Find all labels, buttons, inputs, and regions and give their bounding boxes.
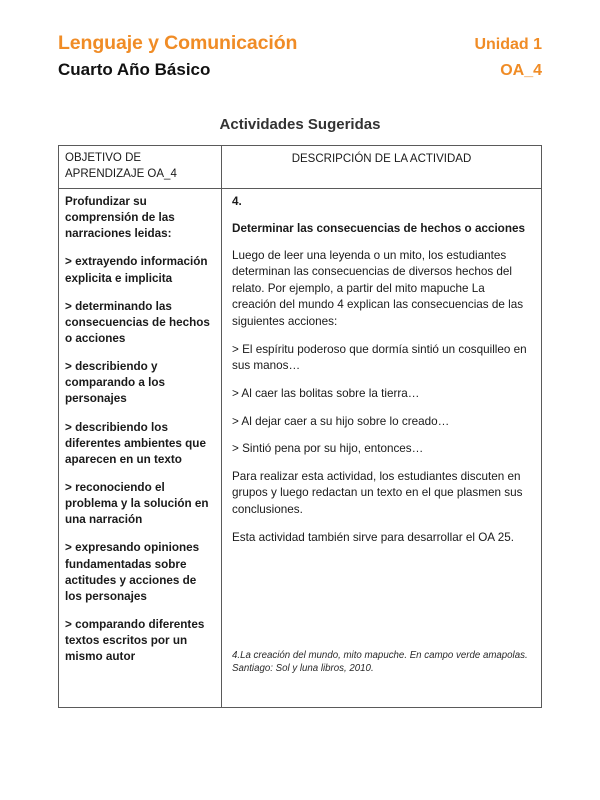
header-row-primary xyxy=(58,32,542,58)
unit-label: Unidad 1 xyxy=(474,36,542,53)
page-title: Actividades Sugeridas xyxy=(219,116,381,133)
activity-intro-paragraph: Luego de leer una leyenda o un mito, los estudiantes determinan las consecuencias de diversos hechos del relato. Por ejemplo, a partir del mito mapuche La creación del mundo 4 explican las consecuencias de las siguientes acciones: xyxy=(232,248,524,329)
column-header-objective-label: OBJETIVO DE APRENDIZAJE OA_4 xyxy=(65,152,177,180)
activity-bullet: > Al caer las bolitas sobre la tierra… xyxy=(232,386,420,400)
objective-item: > determinando las consecuencias de hechos o acciones xyxy=(65,299,210,346)
activity-closing-paragraph: Esta actividad también sirve para desarrollar el OA 25. xyxy=(232,530,514,544)
activity-spacer xyxy=(232,557,531,649)
objective-cell xyxy=(59,189,222,707)
objective-item: > extrayendo información explicita e implicita xyxy=(65,255,208,285)
activity-number: 4. xyxy=(232,195,242,209)
objective-item: > describiendo los diferentes ambientes que aparecen en un texto xyxy=(65,420,206,466)
activity-footnote: 4.La creación del mundo, mito mapuche. En campo verde amapolas. Santiago: Sol y luna libros, 2010. xyxy=(232,649,528,674)
subject-title: Lenguaje y Comunicación xyxy=(58,32,298,54)
grade-title: Cuarto Año Básico xyxy=(58,60,211,79)
activity-bullet: > El espíritu poderoso que dormía sintió un cosquilleo en sus manos… xyxy=(232,342,527,373)
objective-item: > expresando opiniones fundamentadas sobre actitudes y acciones de los personajes xyxy=(65,541,200,603)
objective-item: > describiendo y comparando a los personajes xyxy=(65,360,166,406)
activity-bullet: > Al dejar caer a su hijo sobre lo creado… xyxy=(232,414,450,428)
objective-intro: Profundizar su comprensión de las narraciones leidas: xyxy=(65,195,175,241)
table-header-row xyxy=(59,146,541,189)
table-body-row xyxy=(59,189,541,707)
table-header-cell-description xyxy=(222,146,541,188)
activity-closing-paragraph: Para realizar esta actividad, los estudiantes discuten en grupos y luego redactan un texto en el que plasmen sus conclusiones. xyxy=(232,469,523,516)
objective-item: > reconociendo el problema y la solución en una narración xyxy=(65,481,209,527)
activity-cell xyxy=(222,189,541,707)
column-header-description-label: DESCRIPCIÓN DE LA ACTIVIDAD xyxy=(291,153,472,165)
header-row-secondary xyxy=(58,60,542,84)
activity-bullet: > Sintió pena por su hijo, entonces… xyxy=(232,442,424,456)
objective-item: > comparando diferentes textos escritos por un mismo autor xyxy=(65,617,205,664)
activity-heading: Determinar las consecuencias de hechos o acciones xyxy=(232,221,525,235)
table-header-cell-objective xyxy=(59,146,222,188)
activities-table xyxy=(58,145,542,708)
document-header xyxy=(58,32,542,88)
oa-code-label: OA_4 xyxy=(500,62,542,79)
